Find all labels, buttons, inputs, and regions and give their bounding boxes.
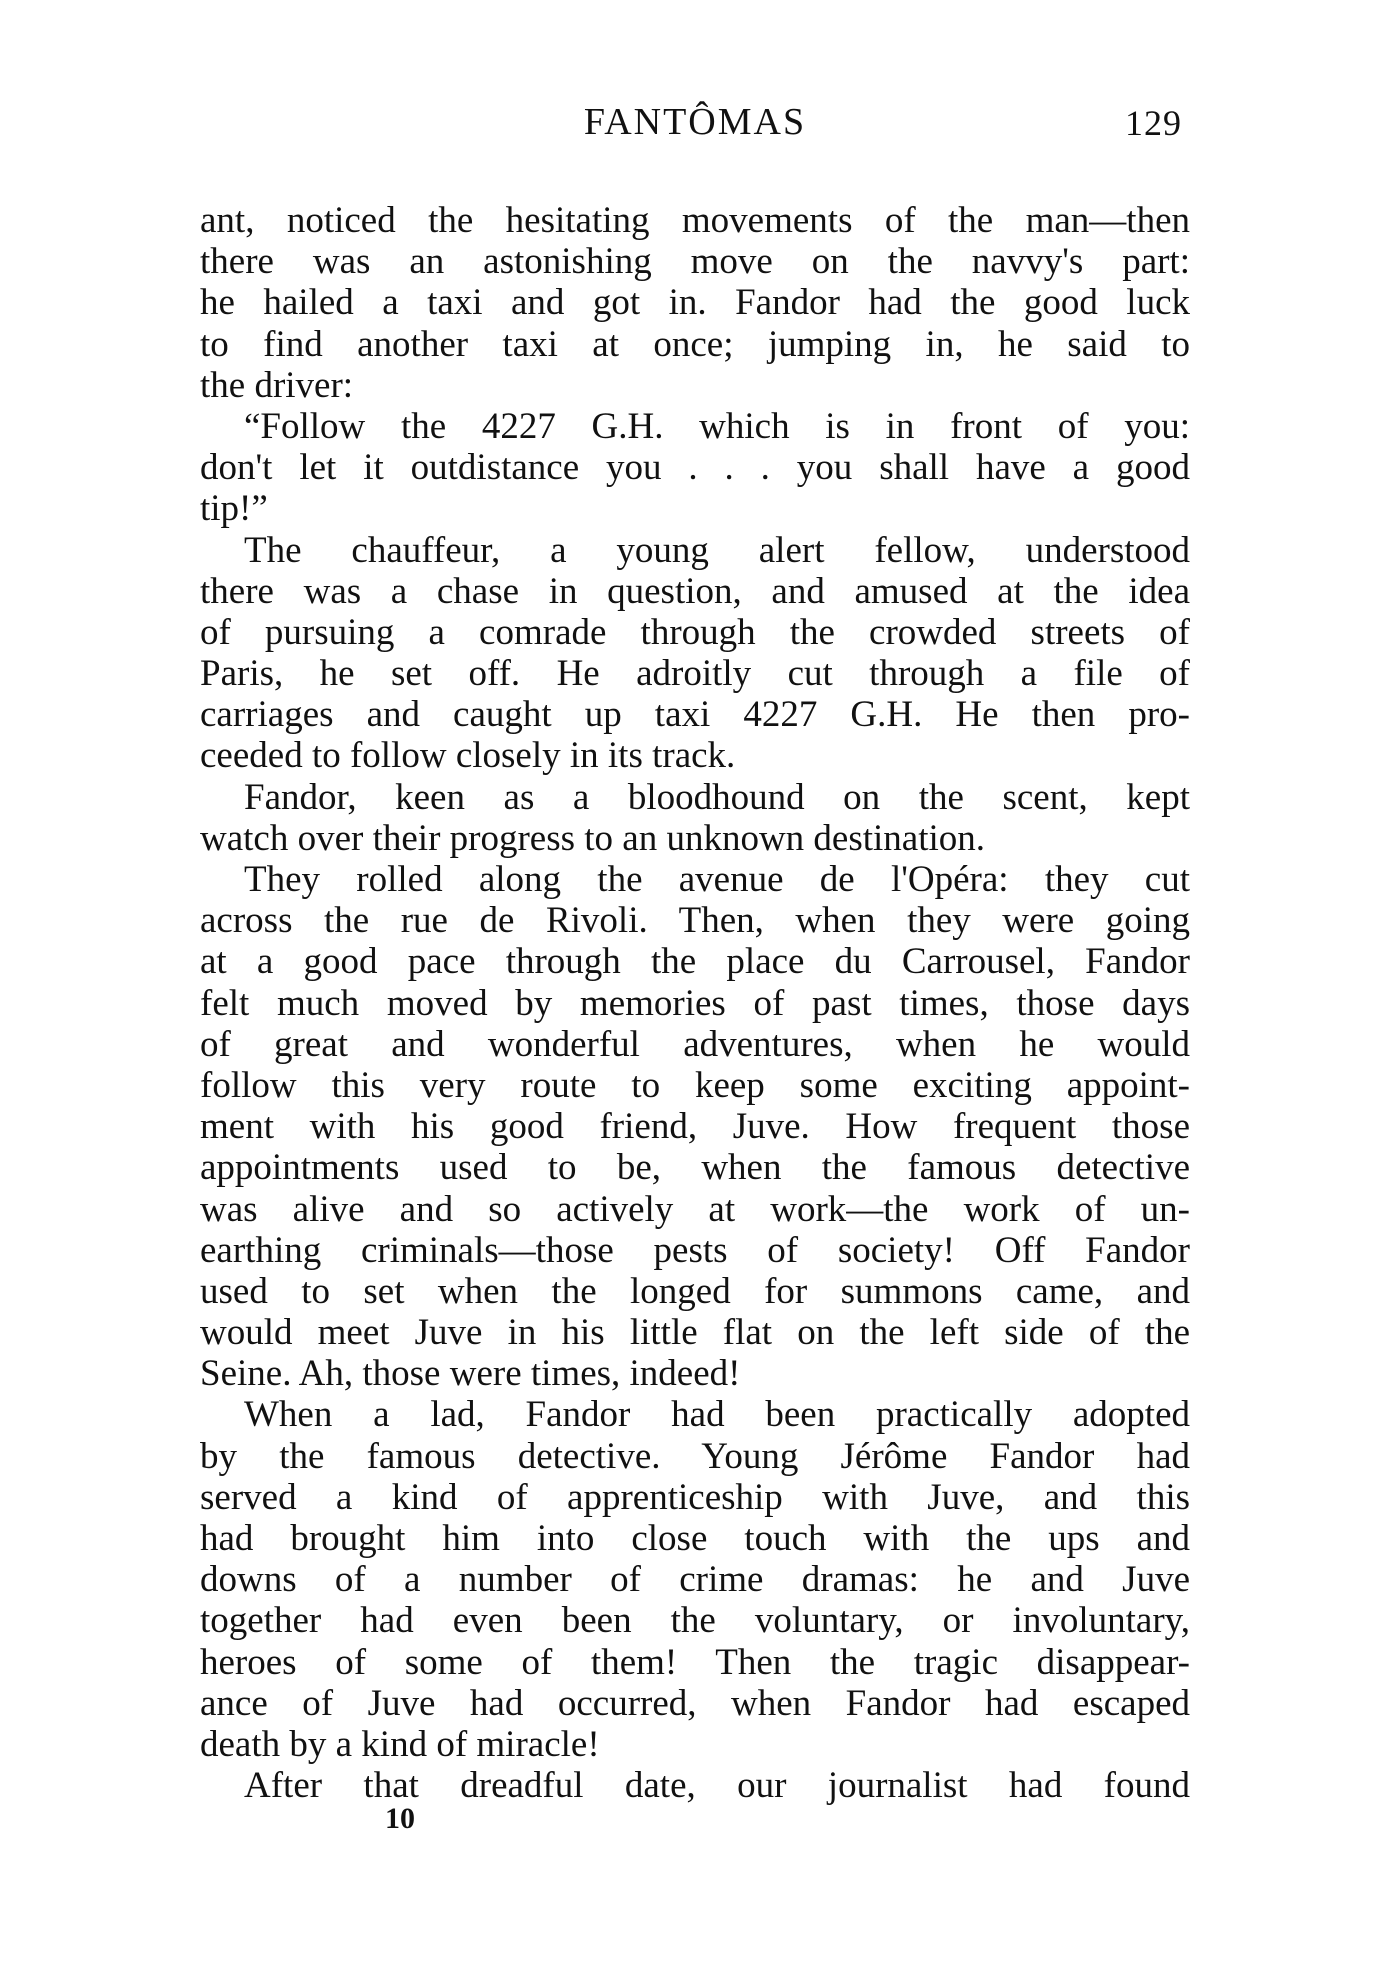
text-line: the driver: (200, 364, 354, 406)
text-line: there was a chase in question, and amused at the idea (200, 570, 1190, 612)
page-number: 129 (1125, 103, 1182, 143)
text-line: served a kind of apprenticeship with Juve, and this (200, 1476, 1190, 1518)
text-line: earthing criminals—those pests of society! Off Fandor (200, 1229, 1190, 1271)
text-line: After that dreadful date, our journalist had found (244, 1765, 1190, 1807)
text-line: felt much moved by memories of past times, those days (200, 982, 1190, 1024)
body-text (200, 200, 1190, 1806)
text-line: ance of Juve had occurred, when Fandor had escaped (200, 1682, 1190, 1724)
text-line: by the famous detective. Young Jérôme Fandor had (200, 1435, 1190, 1477)
text-line: They rolled along the avenue de l'Opéra: they cut (244, 859, 1190, 900)
text-line: of pursuing a comrade through the crowded streets of (200, 611, 1190, 653)
text-line: to find another taxi at once; jumping in, he said to (200, 323, 1190, 365)
text-line: “Follow the 4227 G.H. which is in front of you: (244, 405, 1190, 447)
text-line: ceeded to follow closely in its track. (200, 735, 736, 777)
text-line: downs of a number of crime dramas: he and Juve (200, 1559, 1190, 1601)
text-line: watch over their progress to an unknown destination. (200, 817, 986, 859)
text-line: at a good pace through the place du Carrousel, Fandor (200, 941, 1190, 983)
text-line: heroes of some of them! Then the tragic disappear- (200, 1641, 1190, 1683)
text-line: there was an astonishing move on the navvy's part: (200, 241, 1190, 283)
text-line: carriages and caught up taxi 4227 G.H. He then pro- (200, 694, 1190, 736)
text-line: of great and wonderful adventures, when he would (200, 1023, 1190, 1065)
text-line: Paris, he set off. He adroitly cut through a file of (200, 653, 1190, 695)
text-line: Fandor, keen as a bloodhound on the scent, kept (244, 776, 1190, 818)
text-line: he hailed a taxi and got in. Fandor had the good luck (200, 282, 1190, 324)
text-line: would meet Juve in his little flat on the left side of the (200, 1312, 1190, 1354)
signature-mark: 10 (385, 1802, 415, 1835)
text-line: The chauffeur, a young alert fellow, understood (244, 529, 1190, 571)
text-line: was alive and so actively at work—the work of un- (200, 1188, 1190, 1230)
text-line: ant, noticed the hesitating movements of the man—then (200, 200, 1190, 241)
text-line: When a lad, Fandor had been practically adopted (244, 1394, 1190, 1436)
text-line: tip!” (200, 488, 268, 530)
text-line: appointments used to be, when the famous detective (200, 1147, 1190, 1189)
running-head (200, 100, 1190, 148)
text-line: across the rue de Rivoli. Then, when they were going (200, 900, 1190, 942)
text-line: used to set when the longed for summons came, and (200, 1270, 1190, 1312)
text-line: death by a kind of miracle! (200, 1723, 600, 1765)
text-line: had brought him into close touch with the ups and (200, 1518, 1190, 1559)
text-line: ment with his good friend, Juve. How frequent those (200, 1106, 1190, 1148)
text-line: don't let it outdistance you . . . you shall have a good (200, 447, 1190, 489)
text-line: Seine. Ah, those were times, indeed! (200, 1353, 741, 1395)
book-title: FANTÔMAS (583, 101, 807, 143)
text-line: follow this very route to keep some exciting appoint- (200, 1064, 1190, 1106)
text-line: together had even been the voluntary, or involuntary, (200, 1600, 1190, 1642)
